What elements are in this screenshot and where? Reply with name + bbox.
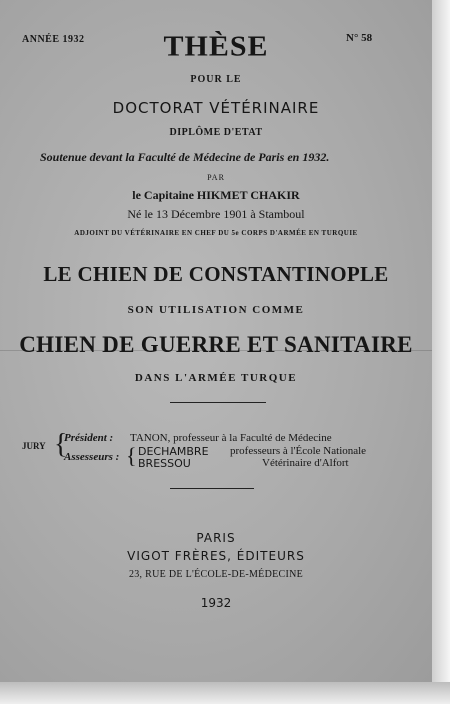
president-label: Président : <box>64 432 114 444</box>
title-line-1: LE CHIEN DE CONSTANTINOPLE <box>43 262 389 286</box>
author-position: ADJOINT DU VÉTÉRINAIRE EN CHEF DU 5e CORPS D'ARMÉE EN TURQUIE <box>74 229 358 237</box>
president-text: TANON, professeur à la Faculté de Médecine <box>130 432 332 444</box>
divider-rule <box>170 488 254 489</box>
jury-label: JURY <box>22 441 46 451</box>
divider-rule <box>170 402 266 403</box>
author-born: Né le 13 Décembre 1901 à Stamboul <box>127 207 305 221</box>
doctorat-heading: DOCTORAT VÉTÉRINAIRE <box>112 99 320 117</box>
page-edge <box>432 0 450 704</box>
brace-icon: { <box>126 443 137 468</box>
title-line-4: DANS L'ARMÉE TURQUE <box>134 372 298 384</box>
jury-member-name: BRESSOU <box>138 457 191 470</box>
author-name: le Capitaine HIKMET CHAKIR <box>132 188 300 202</box>
pour-le-text: POUR LE <box>190 74 242 85</box>
par-text: PAR <box>207 173 225 182</box>
assesseurs-label: Assesseurs : <box>64 451 120 463</box>
title-line-3: CHIEN DE GUERRE ET SANITAIRE <box>19 332 413 357</box>
publication-year: 1932 <box>200 596 232 610</box>
brace-icon: { <box>54 429 68 460</box>
these-heading: THÈSE <box>163 30 269 63</box>
year-label: ANNÉE 1932 <box>22 34 85 45</box>
publisher-city: PARIS <box>196 531 236 545</box>
jury-member-name: DECHAMBRE <box>138 445 209 458</box>
title-line-2: SON UTILISATION COMME <box>127 304 305 316</box>
jury-member-role: professeurs à l'École Nationale <box>230 445 367 457</box>
thesis-number: N° 58 <box>346 32 373 44</box>
diplome-text: DIPLÔME D'ETAT <box>169 127 263 138</box>
soutenue-text: Soutenue devant la Faculté de Médecine de Paris en 1932. <box>40 150 330 164</box>
page-edge <box>0 682 450 704</box>
jury-member-role: Vétérinaire d'Alfort <box>262 457 349 469</box>
publisher-name: VIGOT FRÈRES, ÉDITEURS <box>127 549 305 563</box>
publisher-address: 23, RUE DE L'ÉCOLE-DE-MÉDECINE <box>128 569 304 580</box>
